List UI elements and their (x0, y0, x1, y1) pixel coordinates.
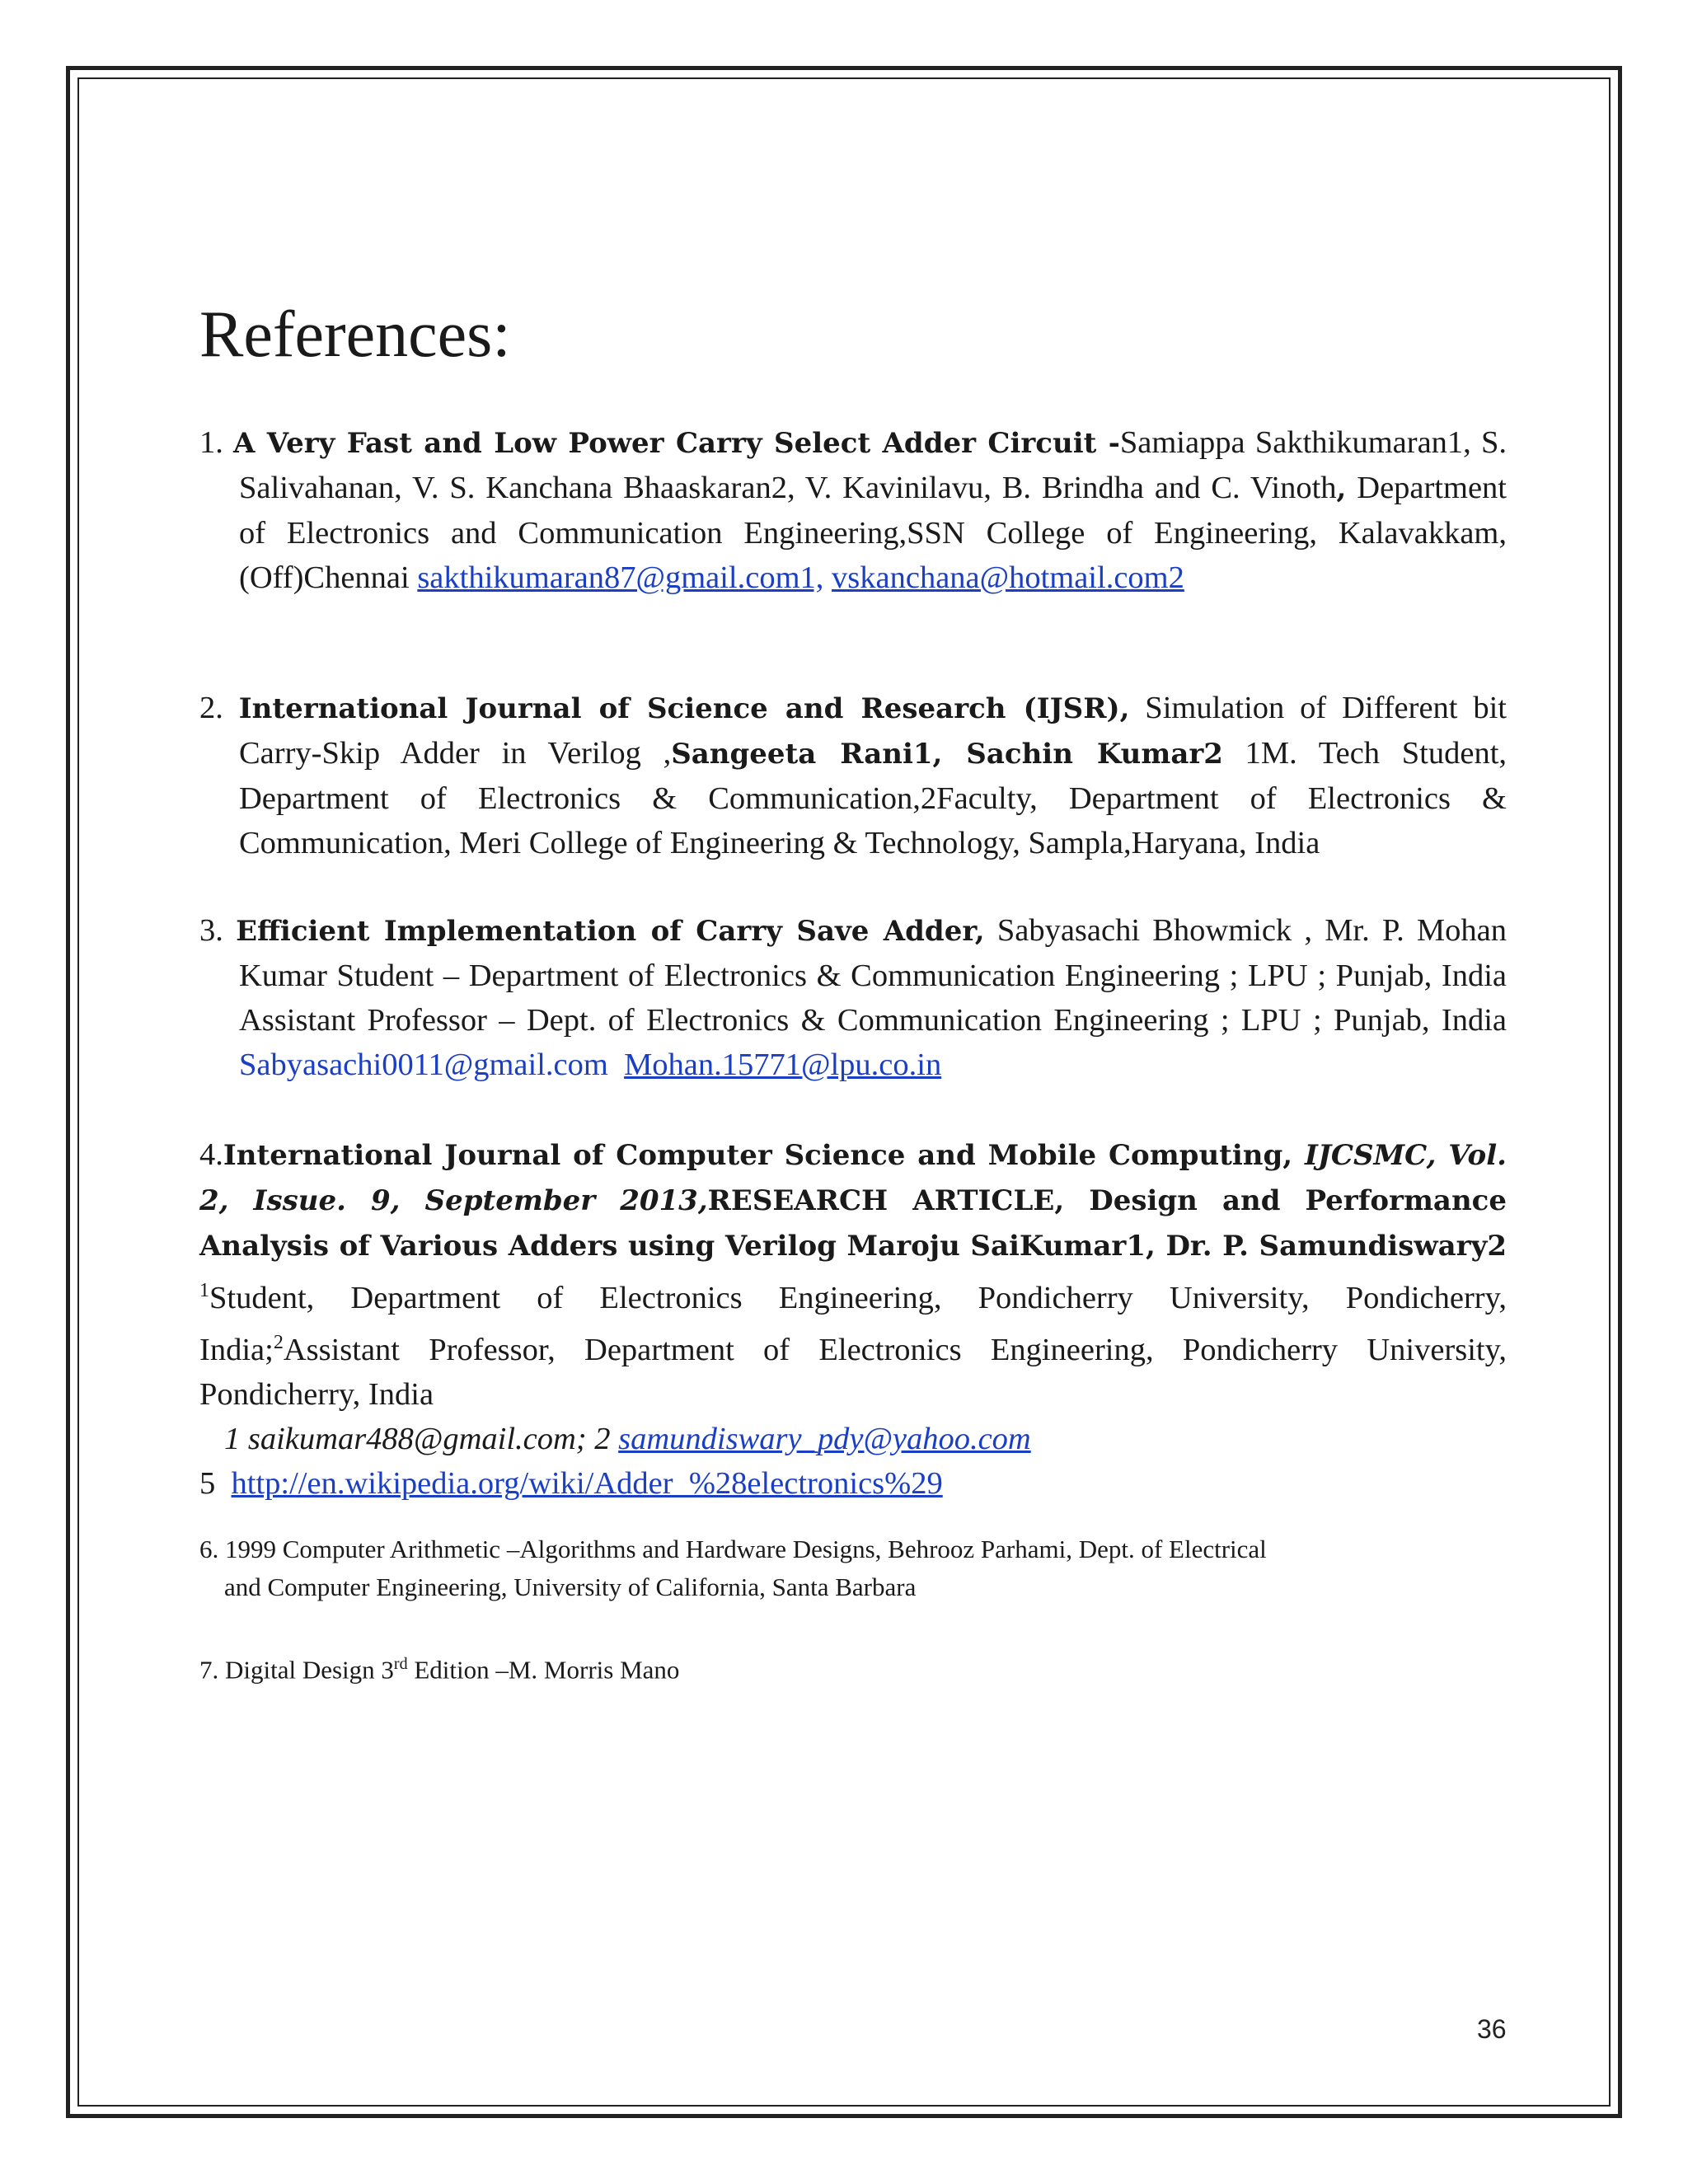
reference-authors: Sangeeta Rani1, Sachin Kumar2 (671, 738, 1223, 771)
reference-1 (199, 420, 1507, 600)
page-number: 36 (1477, 2014, 1507, 2044)
reference-text: 7. Digital Design 3 (199, 1655, 394, 1685)
email-text: 1 saikumar488@gmail.com; 2 (224, 1421, 619, 1456)
reference-authors: Samiappa Sakthikumaran1, S. Salivahanan, V. S. Kanchana Bhaaskaran2, V. Kavinilavu, B. Brindha and C. Vinoth (239, 425, 1507, 505)
reference-text: and Computer Engineering, University of California, Santa Barbara (224, 1572, 917, 1601)
email-link[interactable]: samundiswary_pdy@yahoo.com (618, 1421, 1031, 1456)
page-title: References: (199, 298, 511, 371)
reference-text: 6. 1999 Computer Arithmetic –Algorithms and Hardware Designs, Behrooz Parhami, Dept. of Electrical (199, 1535, 1267, 1563)
reference-6 (199, 1530, 1507, 1606)
email-link[interactable]: sakthikumaran87@gmail.com1, (417, 560, 824, 595)
reference-3 (199, 908, 1507, 1087)
reference-authors: Sabyasachi Bhowmick , Mr. P. Mohan Kumar Student – Department of Electronics & Communication Engineering ; LPU ; Punjab, India Assistant Professor – Dept. of Electronics & Communication Engineering ; LPU ; Punjab, India (239, 913, 1507, 1038)
reference-title: A Very Fast and Low Power Carry Select Adder Circuit - (233, 427, 1120, 460)
email-link[interactable]: Mohan.15771@lpu.co.in (624, 1047, 942, 1082)
page-border-inner (77, 77, 1611, 2107)
email-link[interactable]: vskanchana@hotmail.com2 (832, 560, 1184, 595)
reference-comma: , (1336, 472, 1347, 505)
superscript: 2 (273, 1331, 284, 1353)
reference-affiliation: 1M. Tech Student, Department of Electronics & Communication,2Faculty, Department of Electronics & Communication, Meri College of Engineering & Technology, Sampla,Haryana, India (239, 736, 1507, 860)
reference-affiliation: Student, Department of Electronics Engineering, Pondicherry University, Pondicherry, India; (199, 1280, 1507, 1367)
reference-affiliation: Department of Electronics and Communication Engineering,SSN College of Engineering, Kalavakkam, (Off)Chennai (239, 471, 1507, 595)
reference-number: 4. (199, 1137, 223, 1172)
reference-7 (199, 1645, 1507, 1689)
reference-number: 3. (199, 913, 223, 948)
reference-number: 2. (199, 691, 223, 725)
reference-2 (199, 686, 1507, 865)
url-link[interactable]: http://en.wikipedia.org/wiki/Adder_%28electronics%29 (231, 1465, 943, 1501)
reference-title: Efficient Implementation of Carry Save Adder, (236, 915, 985, 948)
superscript: rd (393, 1655, 408, 1673)
reference-number: 1. (199, 425, 223, 460)
reference-text: Edition –M. Morris Mano (407, 1655, 680, 1685)
reference-number: 5 (199, 1465, 216, 1501)
reference-title: International Journal of Science and Research (IJSR), (238, 692, 1130, 725)
superscript: 1 (199, 1280, 209, 1301)
reference-5 (199, 1461, 1507, 1506)
reference-4 (199, 1132, 1507, 1506)
reference-affiliation: Assistant Professor, Department of Electronics Engineering, Pondicherry University, Pondicherry, India (199, 1332, 1507, 1412)
reference-text: Simulation of Different bit Carry-Skip Adder in Verilog , (239, 691, 1507, 771)
reference-title: International Journal of Computer Science and Mobile Computing, (223, 1139, 1305, 1172)
email-text[interactable]: Sabyasachi0011@gmail.com (239, 1047, 608, 1082)
reference-article: RESEARCH ARTICLE, Design and Performance Analysis of Various Adders using Verilog Maroju SaiKumar1, Dr. P. Samundiswary2 (199, 1184, 1507, 1263)
reference-journal: IJCSMC, Vol. 2, Issue. 9, September 2013, (199, 1139, 1507, 1217)
reference-emails (199, 1417, 1507, 1461)
